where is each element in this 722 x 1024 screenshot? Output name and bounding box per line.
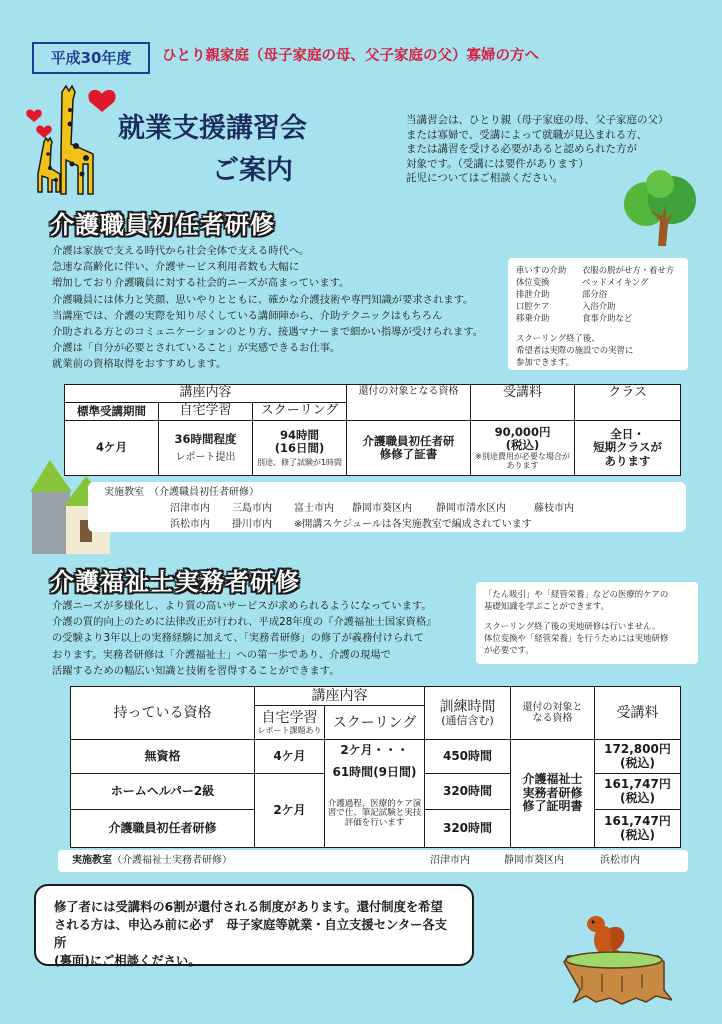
training-cell: 450時間 [425,740,511,774]
table-header-content: 講座内容 [65,385,347,403]
paragraph-line: 当講座では、介護の実際を知り尽くしている講師陣から、介助テクニックはもちろん [52,309,443,322]
venue-item: 沼津市内 [170,503,210,514]
home-header: 自宅学習 [261,709,318,726]
paragraph-line: 増加しており介護職員に対する社会的ニーズが高まっています。 [52,277,350,290]
paragraph-line: の受験より3年以上の実務経験に加えて、「実務者研修」の修了が義務付けられて [52,632,424,645]
intro-line: または寡婦で、受講によって就職が見込まれる方、 [406,128,648,141]
skill-item: ベッドメイキング [582,277,649,287]
home-study-cell: 2ケ月 [255,774,325,848]
venue-item: 静岡市葵区内 [504,855,564,866]
schooling-note-line: 希望者は実際の施設での実習に [516,345,634,355]
section1-title: 介護職員初任者研修 [50,211,275,239]
giraffe-illustration [14,84,118,200]
fee-tax: (税込) [620,827,655,842]
refund-text: 介護職員初任者研修修了証書 [362,433,455,461]
skill-item: 部分浴 [582,289,608,299]
table-header-period: 標準受講期間 [65,403,159,421]
note-line: 基礎知識を学ぶことができます。 [484,601,609,611]
refund-cell [347,421,471,476]
fee-cell [595,774,681,810]
training-header-sub: (通信含む) [441,713,494,727]
paragraph-line: 急速な高齢化に伴い、介護サービス利用者数も大幅に [52,261,300,274]
period-cell: 4ケ月 [65,421,159,476]
table-header-home-study: 自宅学習 [159,403,253,421]
venue-item: 浜松市内 [600,855,640,866]
intro-line: 当講習会は、ひとり親（母子家庭の母、父子家庭の父） [406,114,669,126]
fee-cell [595,740,681,774]
paragraph-line: 介護の質的向上のために法律改正が行われ、平成28年度の『介護福祉士国家資格』 [52,616,437,629]
skill-item: 体位変換 [516,277,550,287]
refund-text: 介護福祉士実務者研修修了証明書 [522,771,583,814]
venue-sub: （介護福祉士実務者研修） [112,855,232,866]
notice-line: (裏面)にご相談ください。 [54,954,201,968]
paragraph-line: 介護は「自分が必要とされていること」が実感できるお仕事。 [52,342,341,355]
skill-item: 口腔ケア [516,301,550,311]
table-header-training [425,687,511,740]
course2-table [70,686,681,848]
venue-item: 沼津市内 [430,855,470,866]
venue-item: 浜松市内 [170,519,210,530]
school-line: 2ケ月・・・ [340,743,409,758]
class-line: あります [604,453,651,468]
table-header-content: 講座内容 [255,687,425,706]
refund-notice [34,884,474,966]
refund-cell [511,740,595,848]
paragraph-line: 介護職員には体力と笑顔、思いやりとともに、確かな介護技術や専門知識が要求されます。 [52,293,474,306]
skill-item: 入浴介助 [582,301,616,311]
squirrel-illustration [558,910,672,1006]
table-header-schooling: スクーリング [253,403,347,421]
skill-item: 車いすの介助 [516,265,567,275]
venue-item: 三島市内 [232,503,272,514]
training-header: 訓練時間 [439,698,496,715]
home-header-note: レポート課題あり [257,726,322,736]
paragraph-line: 就業前の資格取得をおすすめします。 [52,358,227,371]
paragraph-line: 介護は家族で支える時代から社会全体で支える時代へ。 [52,245,310,257]
fee-amount: 90,000円 [494,424,551,439]
paragraph-line: 活躍するための幅広い知識と技術を習得することができます。 [52,664,340,677]
fee-amount: 161,747円 [604,776,671,791]
home-hours: 36時間程度 [174,431,237,446]
skill-item: 排泄介助 [516,289,550,299]
paragraph-line: 介助される方とのコミュニケーションのとり方、接遇マナーまで細かい指導が受けられます。 [52,325,484,338]
fee-amount: 172,800円 [604,741,671,756]
training-cell: 320時間 [425,810,511,848]
qualification-cell: 無資格 [71,740,255,774]
school-note: 別途、修了試験が1時間 [256,457,343,467]
schedule-note: ※開講スケジュールは各実施教室で編成されています [294,519,532,530]
notice-line: 修了者には受講料の6割が還付される制度があります。還付制度を希望 [54,900,443,914]
table-header-schooling: スクーリング [325,706,425,740]
table-header-fee: 受講料 [471,385,575,421]
main-title-line1: 就業支援講習会 [118,113,307,144]
skills-note [508,258,688,370]
home-study-cell [159,421,253,476]
note-line: スクーリング終了後の実地研修は行いません。 [484,621,661,631]
class-line: 全日・ [610,427,645,442]
venue-item: 富士市内 [294,503,334,514]
school-note: 介護過程、医療的ケア演習で仕、筆記試験と実技評価を行います [327,798,422,829]
venue-item: 藤枝市内 [534,503,574,514]
section2-description [52,598,436,679]
training-cell: 320時間 [425,774,511,810]
fee-note: ※別途費用が必要な場合があります [475,452,570,471]
target-audience: ひとり親家庭（母子家庭の母、父子家庭の父）寡婦の方へ [162,48,539,64]
venue-label: 実施教室 （介護職員初任者研修） [104,487,259,498]
note-line [484,612,690,620]
schooling-note-line: 参加できます。 [516,357,574,367]
qualification-cell: ホームヘルパー2級 [71,774,255,810]
home-study-cell: 4ケ月 [255,740,325,774]
note-line: 体位変換や「経管栄養」を行うためには実地研修 [484,633,669,643]
table-header-fee: 受講料 [595,687,681,740]
venue-item: 静岡市清水区内 [436,503,506,514]
venue-label: 実施教室 [72,855,112,866]
paragraph-line: 介護ニーズが多様化し、より質の高いサービスが求められるようになっています。 [52,600,432,612]
schooling-note-line: スクーリング終了後、 [516,333,600,343]
section1-venues [88,482,686,532]
section2-note [476,582,698,664]
note-line: 「たん吸引」や「経管栄養」などの医療的ケアの [484,589,669,599]
table-header-class: クラス [575,385,681,421]
class-cell [575,421,681,476]
intro-line: 対象です。（受講には要件があります） [406,157,589,170]
school-hours: 94時間 [280,428,320,443]
fee-tax: (税込) [505,437,540,452]
skill-item: 食事介助など [582,313,633,323]
paragraph-line: おります。実務者研修は「介護福祉士」への第一歩であり、介護の現場で [52,648,391,661]
table-header-refund: 還付の対象となる資格 [511,687,595,740]
venue-item: 静岡市葵区内 [352,503,412,514]
table-header-qualification: 持っている資格 [71,687,255,740]
fee-amount: 161,747円 [604,813,671,828]
section1-description [52,243,483,373]
venue-item: 掛川市内 [232,519,272,530]
skill-item: 移乗介助 [516,313,550,323]
class-line: 短期クラスが [593,440,662,455]
fee-cell [471,421,575,476]
notice-line: される方は、申込み前に必ず 母子家庭等就業・自立支援センター各支所 [54,918,448,950]
note-line: が必要です。 [484,645,534,655]
school-line: 61時間(9日間) [332,764,417,779]
fee-tax: (税込) [620,790,655,805]
main-title-line2: ご案内 [212,155,293,186]
section2-title: 介護福祉士実務者研修 [50,568,300,596]
fee-tax: (税込) [620,755,655,770]
intro-line: 託児についてはご相談ください。 [406,172,564,184]
schooling-cell [253,421,347,476]
course1-table [64,384,681,476]
skill-item: 衣服の脱がせ方・着せ方 [582,265,675,275]
intro-line: または講習を受ける必要があると認められた方が [406,143,637,155]
home-note: レポート提出 [175,451,236,463]
section2-venues [58,850,688,872]
table-header-refund: 還付の対象となる資格 [347,385,471,421]
tree-illustration [622,170,698,246]
school-days: (16日間) [274,441,325,456]
qualification-cell: 介護職員初任者研修 [71,810,255,848]
fee-cell [595,810,681,848]
year-badge: 平成30年度 [32,42,150,74]
schooling-cell [325,740,425,848]
table-header-home-study [255,706,325,740]
